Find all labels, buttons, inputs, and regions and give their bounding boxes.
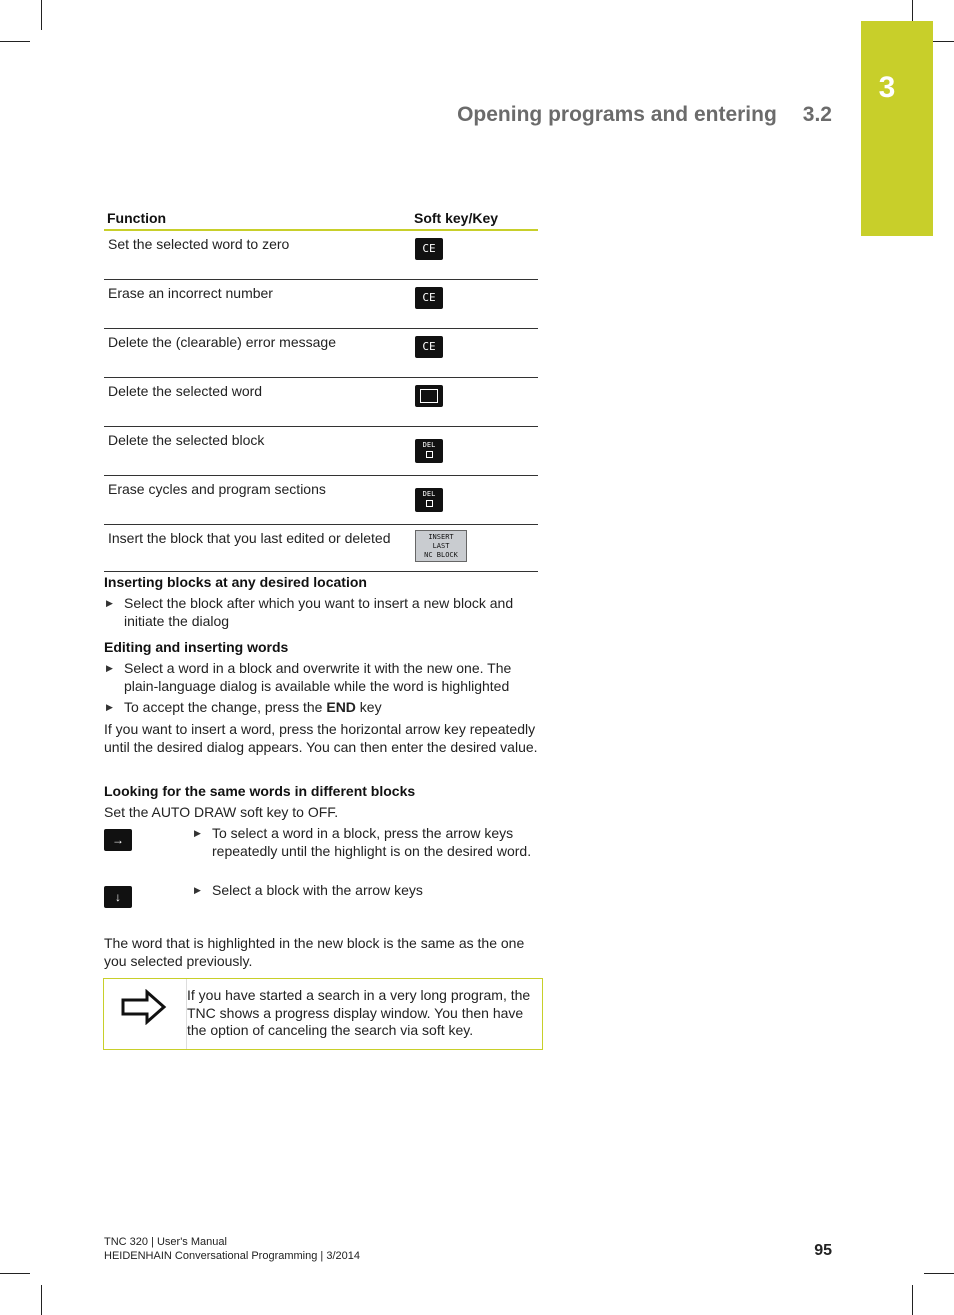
crop-mark [41, 0, 42, 30]
page-number: 95 [814, 1242, 832, 1259]
bullet-editing-2 [104, 699, 542, 717]
bullet-text: To accept the change, press the [124, 699, 327, 715]
crop-mark [924, 1273, 954, 1274]
section-heading-inserting: Inserting blocks at any desired location [104, 574, 367, 590]
crop-mark [912, 1285, 913, 1315]
column-header-function: Function [104, 208, 411, 230]
function-cell: Set the selected word to zero [104, 230, 411, 280]
section-heading-editing: Editing and inserting words [104, 639, 289, 655]
column-header-key: Soft key/Key [411, 208, 538, 230]
function-cell: Delete the (clearable) error message [104, 329, 411, 378]
bullet-inserting: ▶ Select the block after which you want to insert a new block and initiate the dialog [104, 595, 542, 630]
insert-last-nc-block-softkey-icon [415, 530, 467, 562]
function-cell: Delete the selected block [104, 427, 411, 476]
table-row [104, 329, 538, 378]
table-row [104, 280, 538, 329]
crop-mark [41, 1285, 42, 1315]
softkey-line: NC BLOCK [424, 551, 458, 559]
key-cell [411, 525, 538, 572]
arrow-down-key-icon: ↓ [104, 886, 132, 908]
key-cell [411, 230, 538, 280]
ce-key-icon: CE [415, 287, 443, 309]
ce-key-icon: CE [415, 238, 443, 260]
paragraph-editing: If you want to insert a word, press the horizontal arrow key repeatedly until the desired dialog appears. You can then enter the desired value. [104, 721, 538, 755]
key-cell [411, 378, 538, 427]
function-cell: Insert the block that you last edited or deleted [104, 525, 411, 572]
crop-mark [0, 41, 30, 42]
function-cell: Erase an incorrect number [104, 280, 411, 329]
bullet-looking-2: ▶ Select a block with the arrow keys [192, 882, 537, 900]
note-box [103, 978, 543, 1050]
header-title: Opening programs and entering [457, 103, 777, 126]
key-cell [411, 329, 538, 378]
key-cell [411, 427, 538, 476]
arrow-right-note-icon [121, 989, 167, 1025]
footer-line-2: HEIDENHAIN Conversational Programming | 3/2014 [104, 1250, 360, 1262]
del-key-label: DEL [422, 490, 436, 498]
table-row [104, 230, 538, 280]
ce-key-icon: CE [415, 336, 443, 358]
arrow-right-key-icon: → [104, 829, 132, 851]
chapter-number: 3 [878, 71, 896, 104]
key-cell [411, 280, 538, 329]
header-section: 3.2 [802, 103, 832, 126]
no-ent-key-icon [415, 385, 443, 407]
del-key-label: DEL [422, 441, 436, 449]
table-row [104, 476, 538, 525]
key-cell [411, 476, 538, 525]
table-row [104, 427, 538, 476]
del-key-icon [415, 439, 443, 463]
bullet-looking-1: ▶ To select a word in a block, press the arrow keys repeatedly until the highlight is on the desired word. [192, 825, 537, 860]
function-cell: Delete the selected word [104, 378, 411, 427]
function-table [104, 208, 538, 572]
page-header [400, 103, 832, 127]
softkey-line: LAST [432, 542, 450, 550]
del-key-icon [415, 488, 443, 512]
footer [104, 1235, 360, 1263]
footer-line-1: TNC 320 | User's Manual [104, 1236, 227, 1248]
end-key-label: END [326, 699, 356, 715]
table-row [104, 378, 538, 427]
section-heading-looking: Looking for the same words in different blocks [104, 783, 416, 799]
table-header-row [104, 208, 538, 230]
function-cell: Erase cycles and program sections [104, 476, 411, 525]
bullet-editing-1: ▶ Select a word in a block and overwrite it with the new one. The plain-language dialog is available while the word is highlighted [104, 660, 542, 695]
bullet-text: key [355, 699, 382, 715]
table-row [104, 525, 538, 572]
chapter-tab [861, 21, 933, 236]
note-text: If you have started a search in a very long program, the TNC shows a progress display window. You then have the option of canceling the search via soft key. [187, 987, 531, 1038]
paragraph-highlight: The word that is highlighted in the new block is the same as the one you selected previously. [104, 935, 525, 969]
softkey-line: INSERT [428, 533, 454, 541]
crop-mark [0, 1273, 30, 1274]
paragraph-auto-draw: Set the AUTO DRAW soft key to OFF. [104, 804, 339, 820]
